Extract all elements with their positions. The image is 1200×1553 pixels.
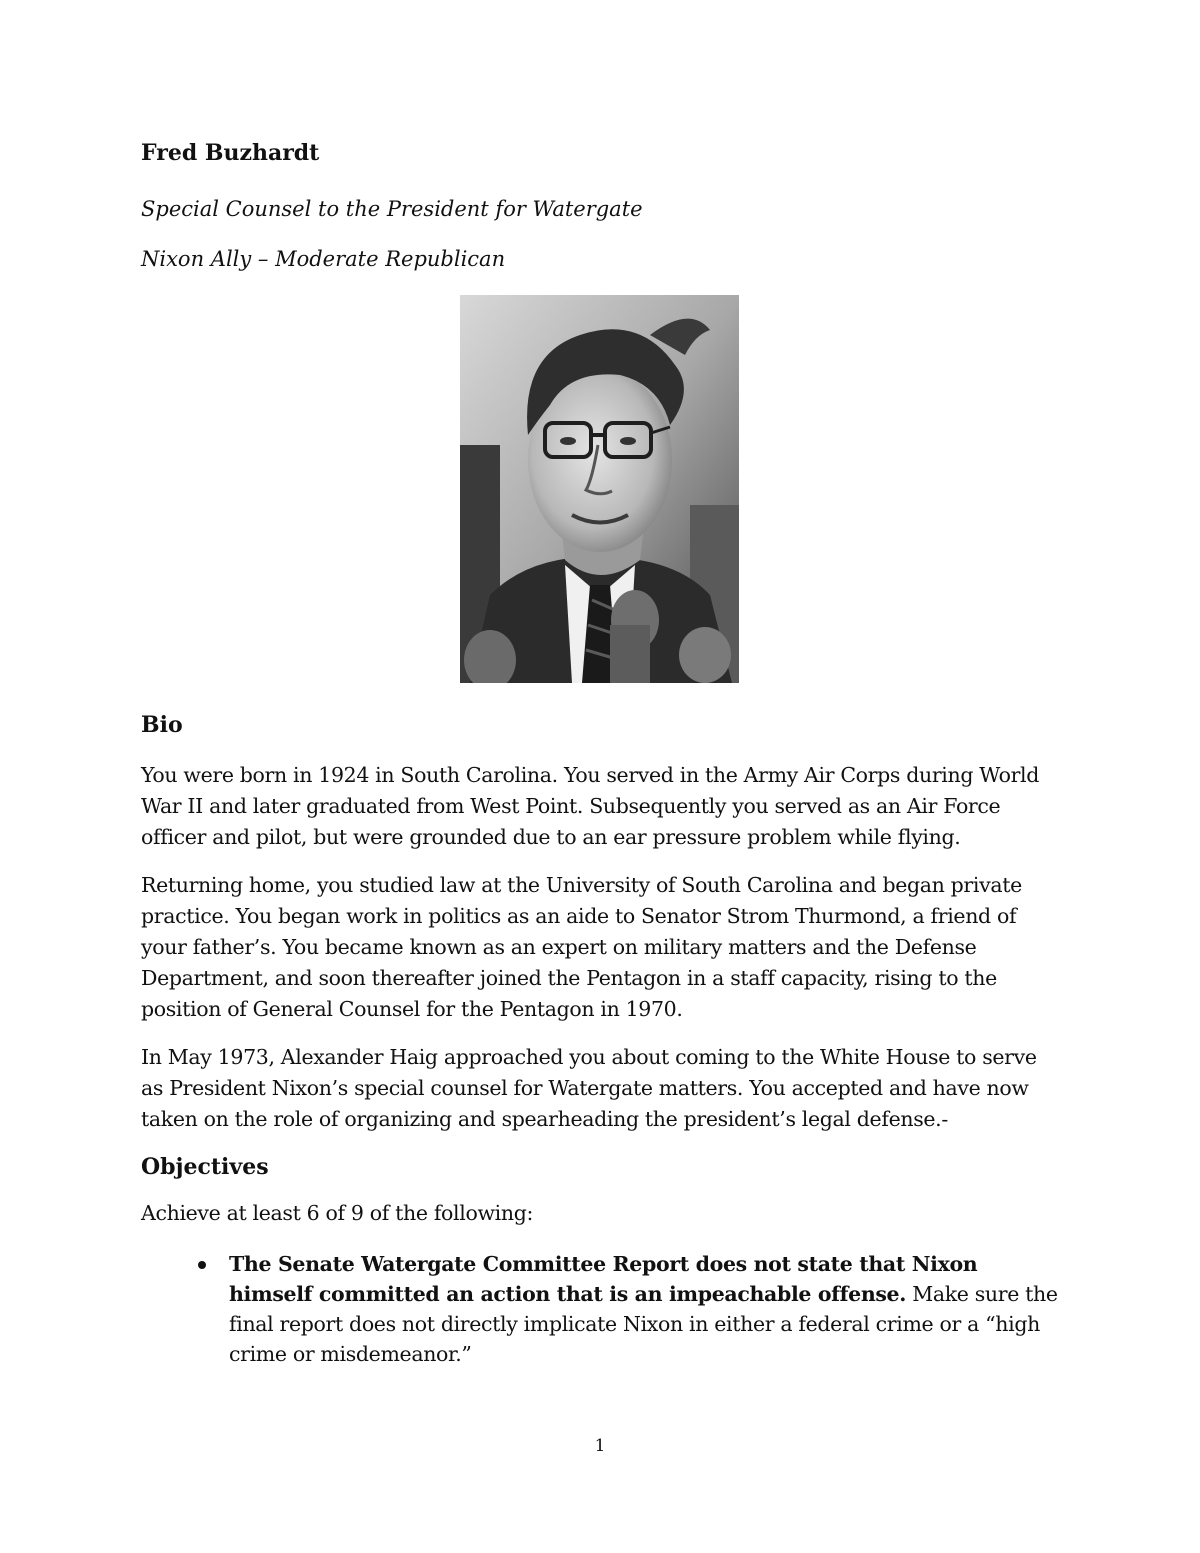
bio-paragraph-2: Returning home, you studied law at the University of South Carolina and began private practice. You began work in politics as an aide to Senator Strom Thurmond, a friend of your father’s. You became known as an expert on military matters and the Defense Department, and soon thereafter joined the Pentagon in a staff capacity, rising to the position of General Counsel for the Pentagon in 1970. (141, 873, 1022, 1021)
bio-paragraph-3: In May 1973, Alexander Haig approached you about coming to the White House to serve as President Nixon’s special counsel for Watergate matters. You accepted and have now taken on the role of organizing and spearheading the president’s legal defense.- (141, 1045, 1037, 1131)
objectives-list (141, 1249, 1061, 1369)
character-name: Fred Buzhardt (141, 140, 320, 166)
objectives-heading: Objectives (141, 1154, 269, 1180)
header-block (141, 138, 1061, 274)
bio-paragraph-1: You were born in 1924 in South Carolina. You served in the Army Air Corps during World War II and later graduated from West Point. Subsequently you served as an Air Force officer and pilot, but were grounded due to an ear pressure problem while flying. (141, 763, 1040, 849)
page-number: 1 (594, 1436, 606, 1456)
portrait-image (460, 295, 739, 683)
portrait-photo (460, 295, 739, 683)
bio-heading: Bio (141, 712, 183, 738)
objectives-intro: Achieve at least 6 of 9 of the following: (141, 1201, 534, 1225)
body-block (141, 760, 1061, 1369)
objective-description: Make sure the final report does not directly implicate Nixon in either a federal crime or a “high crime or misdemeanor.” (229, 1282, 1058, 1366)
bullet-icon (198, 1261, 206, 1269)
character-affiliation: Nixon Ally – Moderate Republican (141, 247, 506, 271)
character-role: Special Counsel to the President for Watergate (141, 197, 643, 221)
list-item (141, 1249, 1061, 1369)
objective-title: The Senate Watergate Committee Report does not state that Nixon himself committed an action that is an impeachable offense. (229, 1252, 978, 1306)
